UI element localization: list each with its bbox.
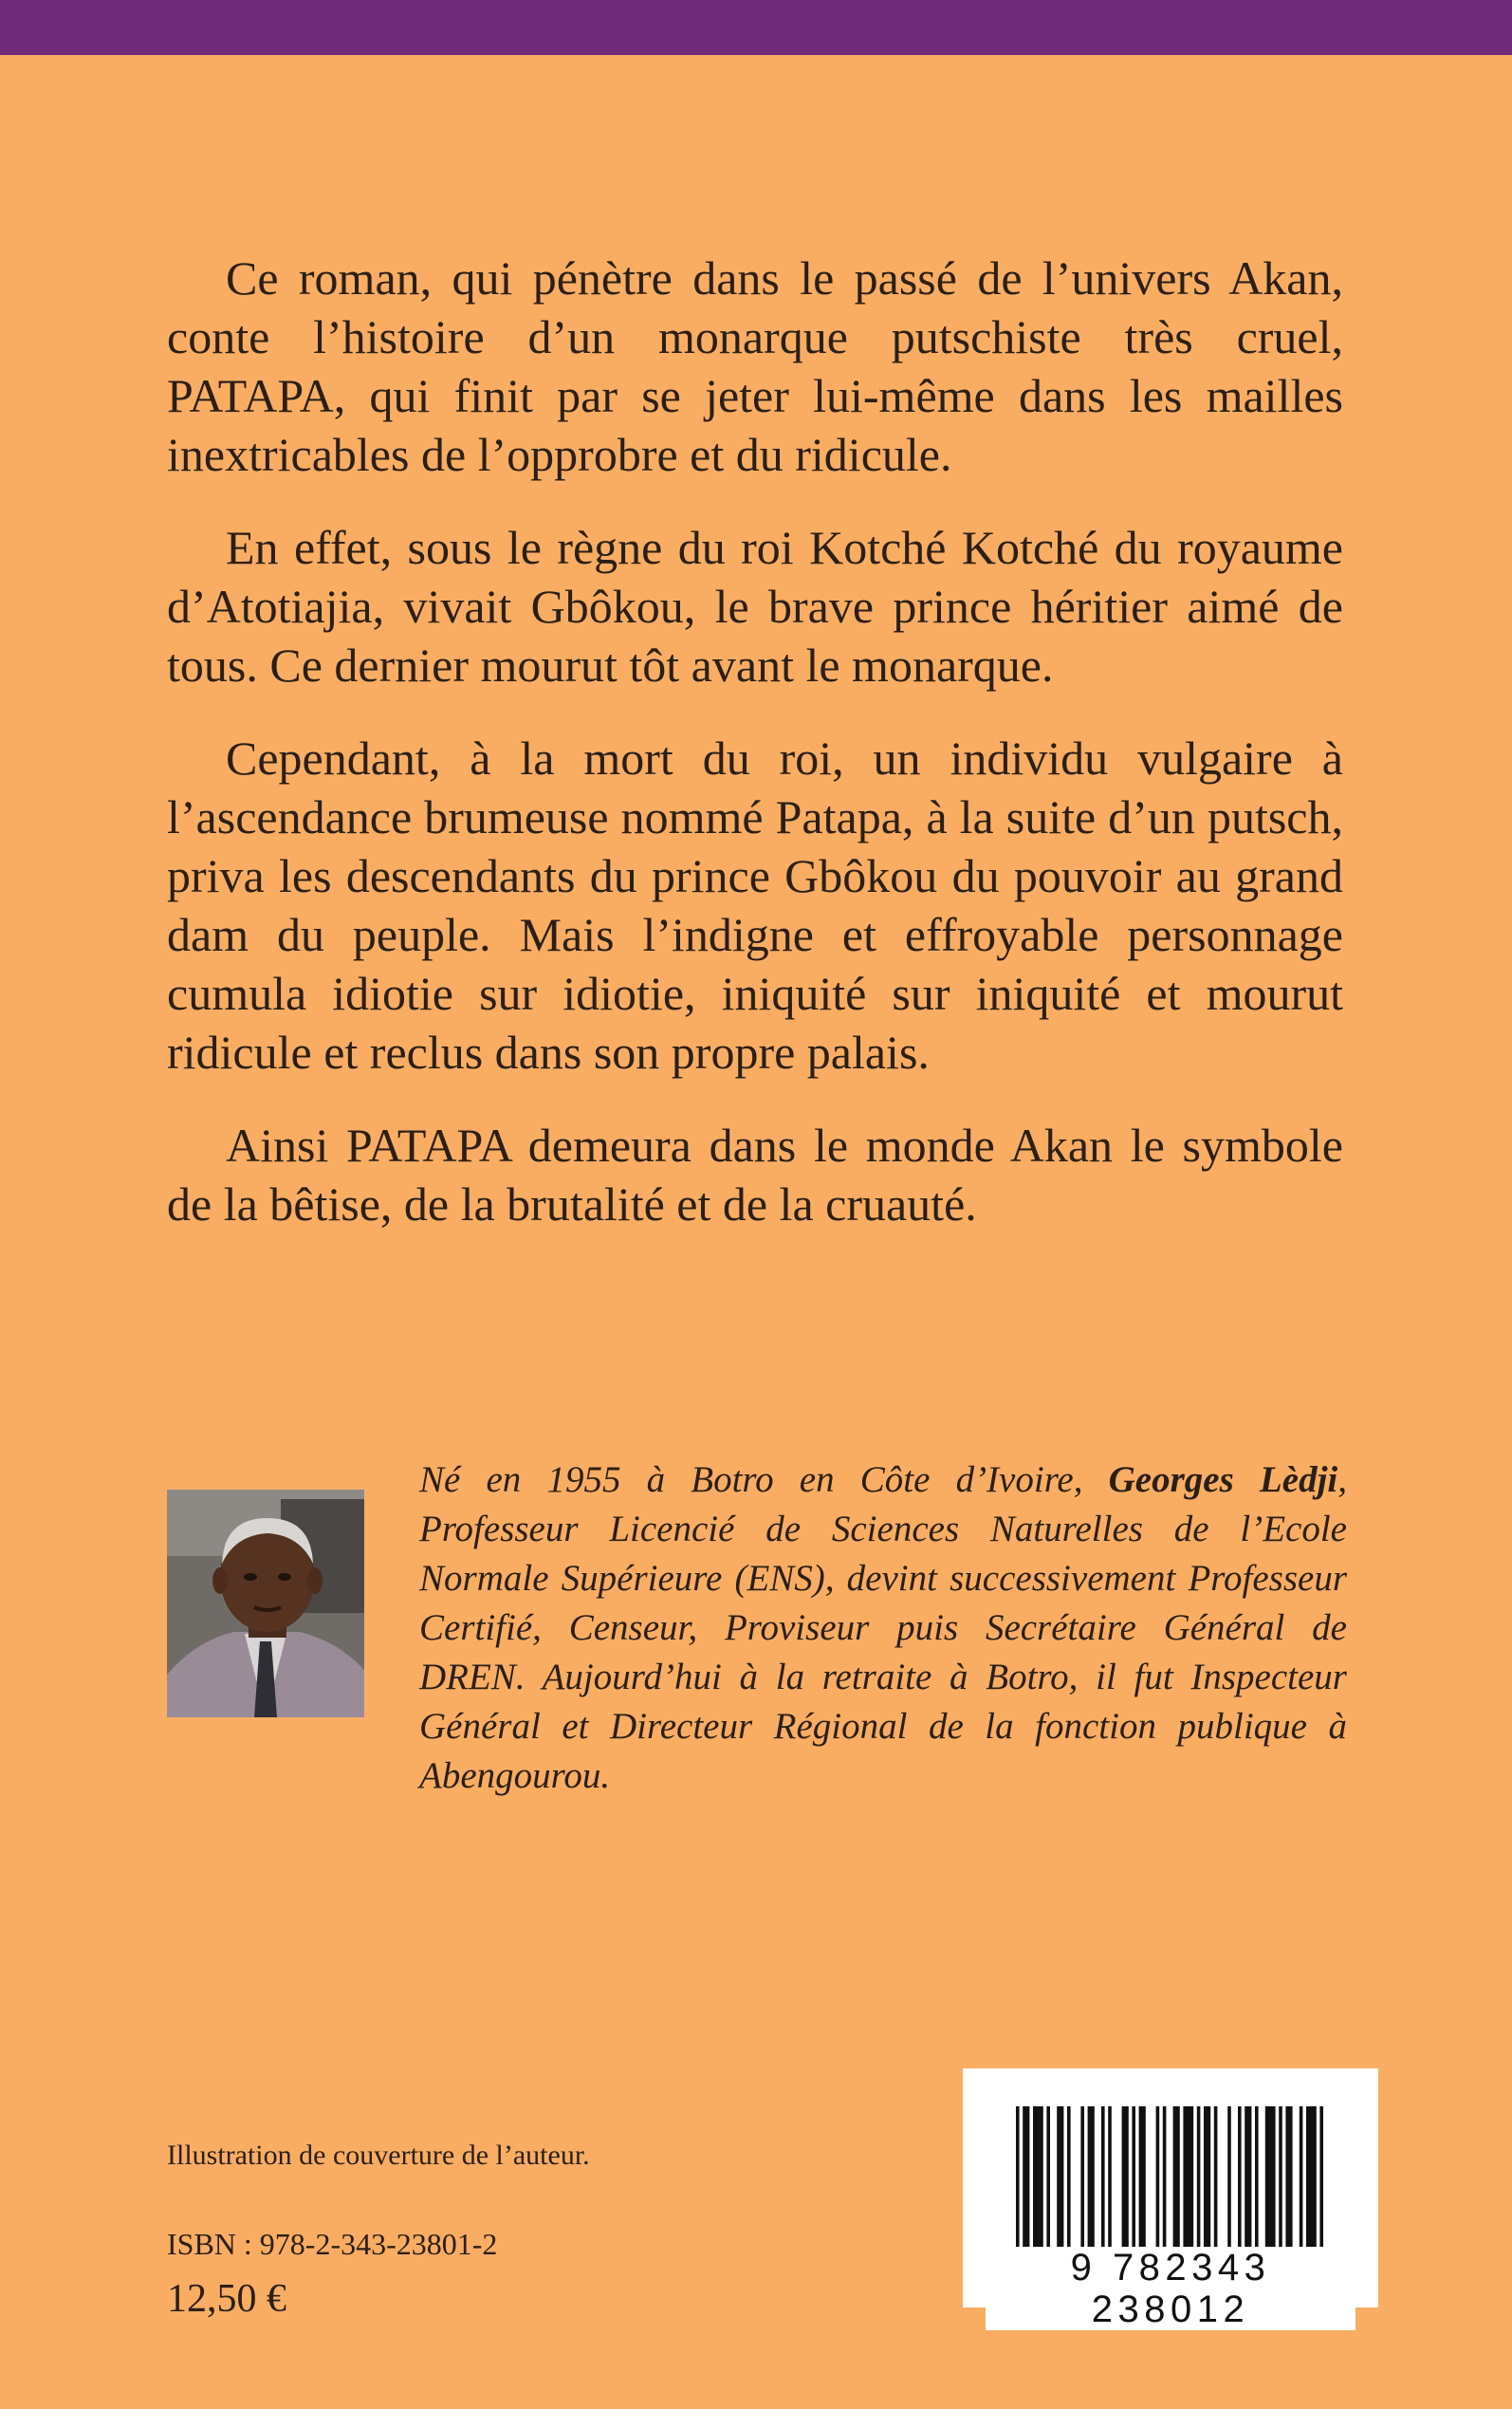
price: 12,50 € <box>167 2277 286 2321</box>
author-bio <box>419 1455 1347 1801</box>
top-color-band <box>0 0 1512 55</box>
barcode-number: 9 782343 238012 <box>986 2247 1355 2330</box>
synopsis-paragraph: Cependant, à la mort du roi, un individu vulgaire à l’ascendance brumeuse nommé Patapa, à la suite d’un putsch, priva les descendants du prince Gbôkou du pouvoir au grand dam du peuple. Mais l’indigne et effroyable personnage cumula idiotie sur idiotie, iniquité sur iniquité et mourut ridicule et reclus dans son propre palais. <box>167 732 1343 1079</box>
author-portrait-illustration <box>167 1490 364 1717</box>
synopsis-paragraph: Ce roman, qui pénètre dans le passé de l’univers Akan, conte l’histoire d’un monarque putschiste très cruel, PATAPA, qui finit par se jeter lui-même dans les mailles inextricables de l’opprobre et du ridicule. <box>167 251 1343 481</box>
synopsis-paragraph: Ainsi PATAPA demeura dans le monde Akan le symbole de la bêtise, de la brutalité et de la cruauté. <box>167 1119 1343 1231</box>
isbn: ISBN : 978-2-343-23801-2 <box>167 2227 498 2261</box>
author-photo <box>167 1490 364 1717</box>
author-bio-intro: Né en 1955 à Botro en Côte d’Ivoire, <box>419 1459 1109 1500</box>
cover-illustration-credit: Illustration de couverture de l’auteur. <box>167 2140 590 2171</box>
author-bio-details: , Professeur Licencié de Sciences Naturelles de l’Ecole Normale Supérieure (ENS), devint successivement Professeur Certifié, Censeur, Proviseur puis Secrétaire Général de DREN. Aujourd’hui à la retraite à Botro, il fut Inspecteur Général et Directeur Régional de la fonction publique à Abengourou. <box>419 1459 1347 1796</box>
barcode <box>963 2068 1378 2330</box>
author-name: Georges Lèdji <box>1108 1459 1338 1500</box>
synopsis-paragraph: En effet, sous le règne du roi Kotché Kotché du royaume d’Atotiajia, vivait Gbôkou, le brave prince héritier aimé de tous. Ce dernier mourut tôt avant le monarque. <box>167 521 1343 692</box>
synopsis <box>167 249 1343 1268</box>
